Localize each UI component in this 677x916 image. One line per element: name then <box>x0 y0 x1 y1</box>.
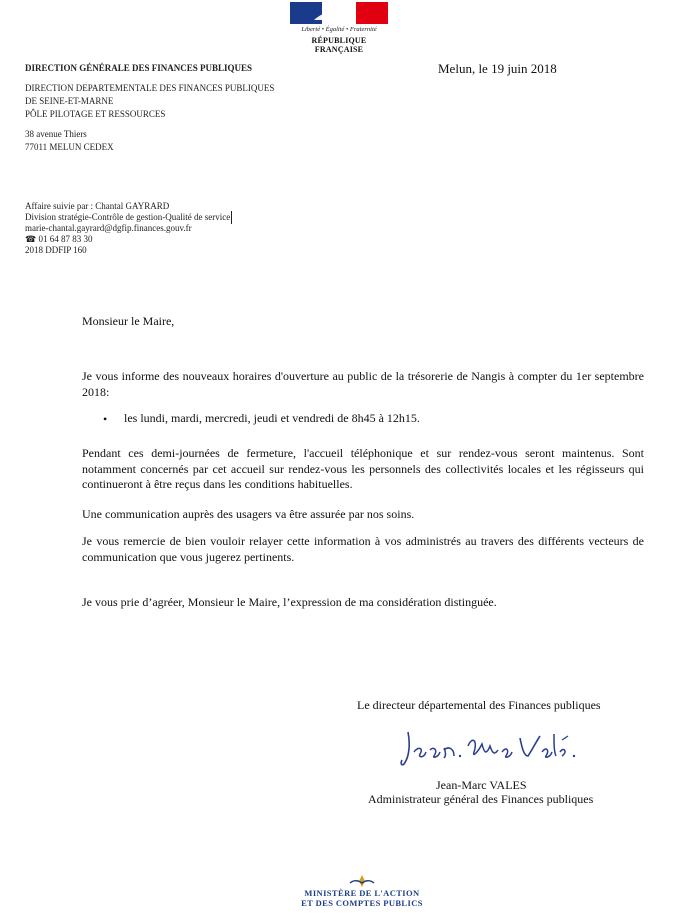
org-name: DIRECTION GÉNÉRALE DES FINANCES PUBLIQUES <box>25 63 253 73</box>
followed-by: Affaire suivie par : Chantal GAYRARD <box>25 201 170 211</box>
paragraph-1: Je vous informe des nouveaux horaires d'ouverture au public de la trésorerie de Nangis à compter du 1er septembre 2018: <box>82 369 644 399</box>
republic-motto: Liberté • Égalité • Fraternité <box>301 26 377 33</box>
ministry-line-1: MINISTÈRE DE L'ACTION <box>304 888 420 898</box>
address-line-1: 38 avenue Thiers <box>25 129 87 139</box>
signatory-name: Jean-Marc VALES <box>436 778 527 792</box>
bullet-icon: • <box>103 412 108 426</box>
marianne-profile-icon <box>310 4 360 22</box>
ministry-logo <box>292 874 432 914</box>
ministry-line-2: ET DES COMPTES PUBLICS <box>301 898 423 908</box>
phone-number: 01 64 87 83 30 <box>38 234 93 244</box>
bullet-item: les lundi, mardi, mercredi, jeudi et vendredi de 8h45 à 12h15. <box>124 411 420 425</box>
ministry-emblem-icon <box>347 874 377 888</box>
phone-icon: ☎ <box>25 234 37 244</box>
address-line-2: 77011 MELUN CEDEX <box>25 142 114 152</box>
contact-email: marie-chantal.gayrard@dgfip.finances.gouv.fr <box>25 223 192 233</box>
signatory-title: Le directeur départemental des Finances publiques <box>357 698 601 712</box>
marianne-logo <box>290 2 390 54</box>
paragraph-5: Je vous prie d’agréer, Monsieur le Maire, l’expression de ma considération distinguée. <box>82 595 497 609</box>
letter-date: Melun, le 19 juin 2018 <box>438 61 557 76</box>
paragraph-4: Je vous remercie de bien vouloir relayer cette information à vos administrés au travers des différents vecteurs de communication que vous jugerez pertinents. <box>82 534 644 564</box>
division: Division stratégie-Contrôle de gestion-Qualité de service <box>25 212 231 222</box>
republic-name: RÉPUBLIQUE FRANÇAISE <box>311 36 367 54</box>
dept-line-1: DIRECTION DEPARTEMENTALE DES FINANCES PUBLIQUES <box>25 83 275 93</box>
paragraph-2: Pendant ces demi-journées de fermeture, l'accueil téléphonique et sur rendez-vous seront maintenus. Sont notamment concernés par cet accueil sur rendez-vous les personnels des collectivités locales et les régisseurs qui continueront à être reçus dans les conditions habituelles. <box>82 446 644 491</box>
handwritten-signature <box>398 722 578 772</box>
tricolor-flag-icon <box>290 2 388 24</box>
signatory-role: Administrateur général des Finances publiques <box>368 792 594 806</box>
paragraph-3: Une communication auprès des usagers va être assurée par nos soins. <box>82 507 415 521</box>
reference-number: 2018 DDFIP 160 <box>25 245 87 255</box>
dept-line-3: PÔLE PILOTAGE ET RESSOURCES <box>25 109 166 119</box>
salutation: Monsieur le Maire, <box>82 314 175 328</box>
dept-line-2: DE SEINE-ET-MARNE <box>25 96 114 106</box>
